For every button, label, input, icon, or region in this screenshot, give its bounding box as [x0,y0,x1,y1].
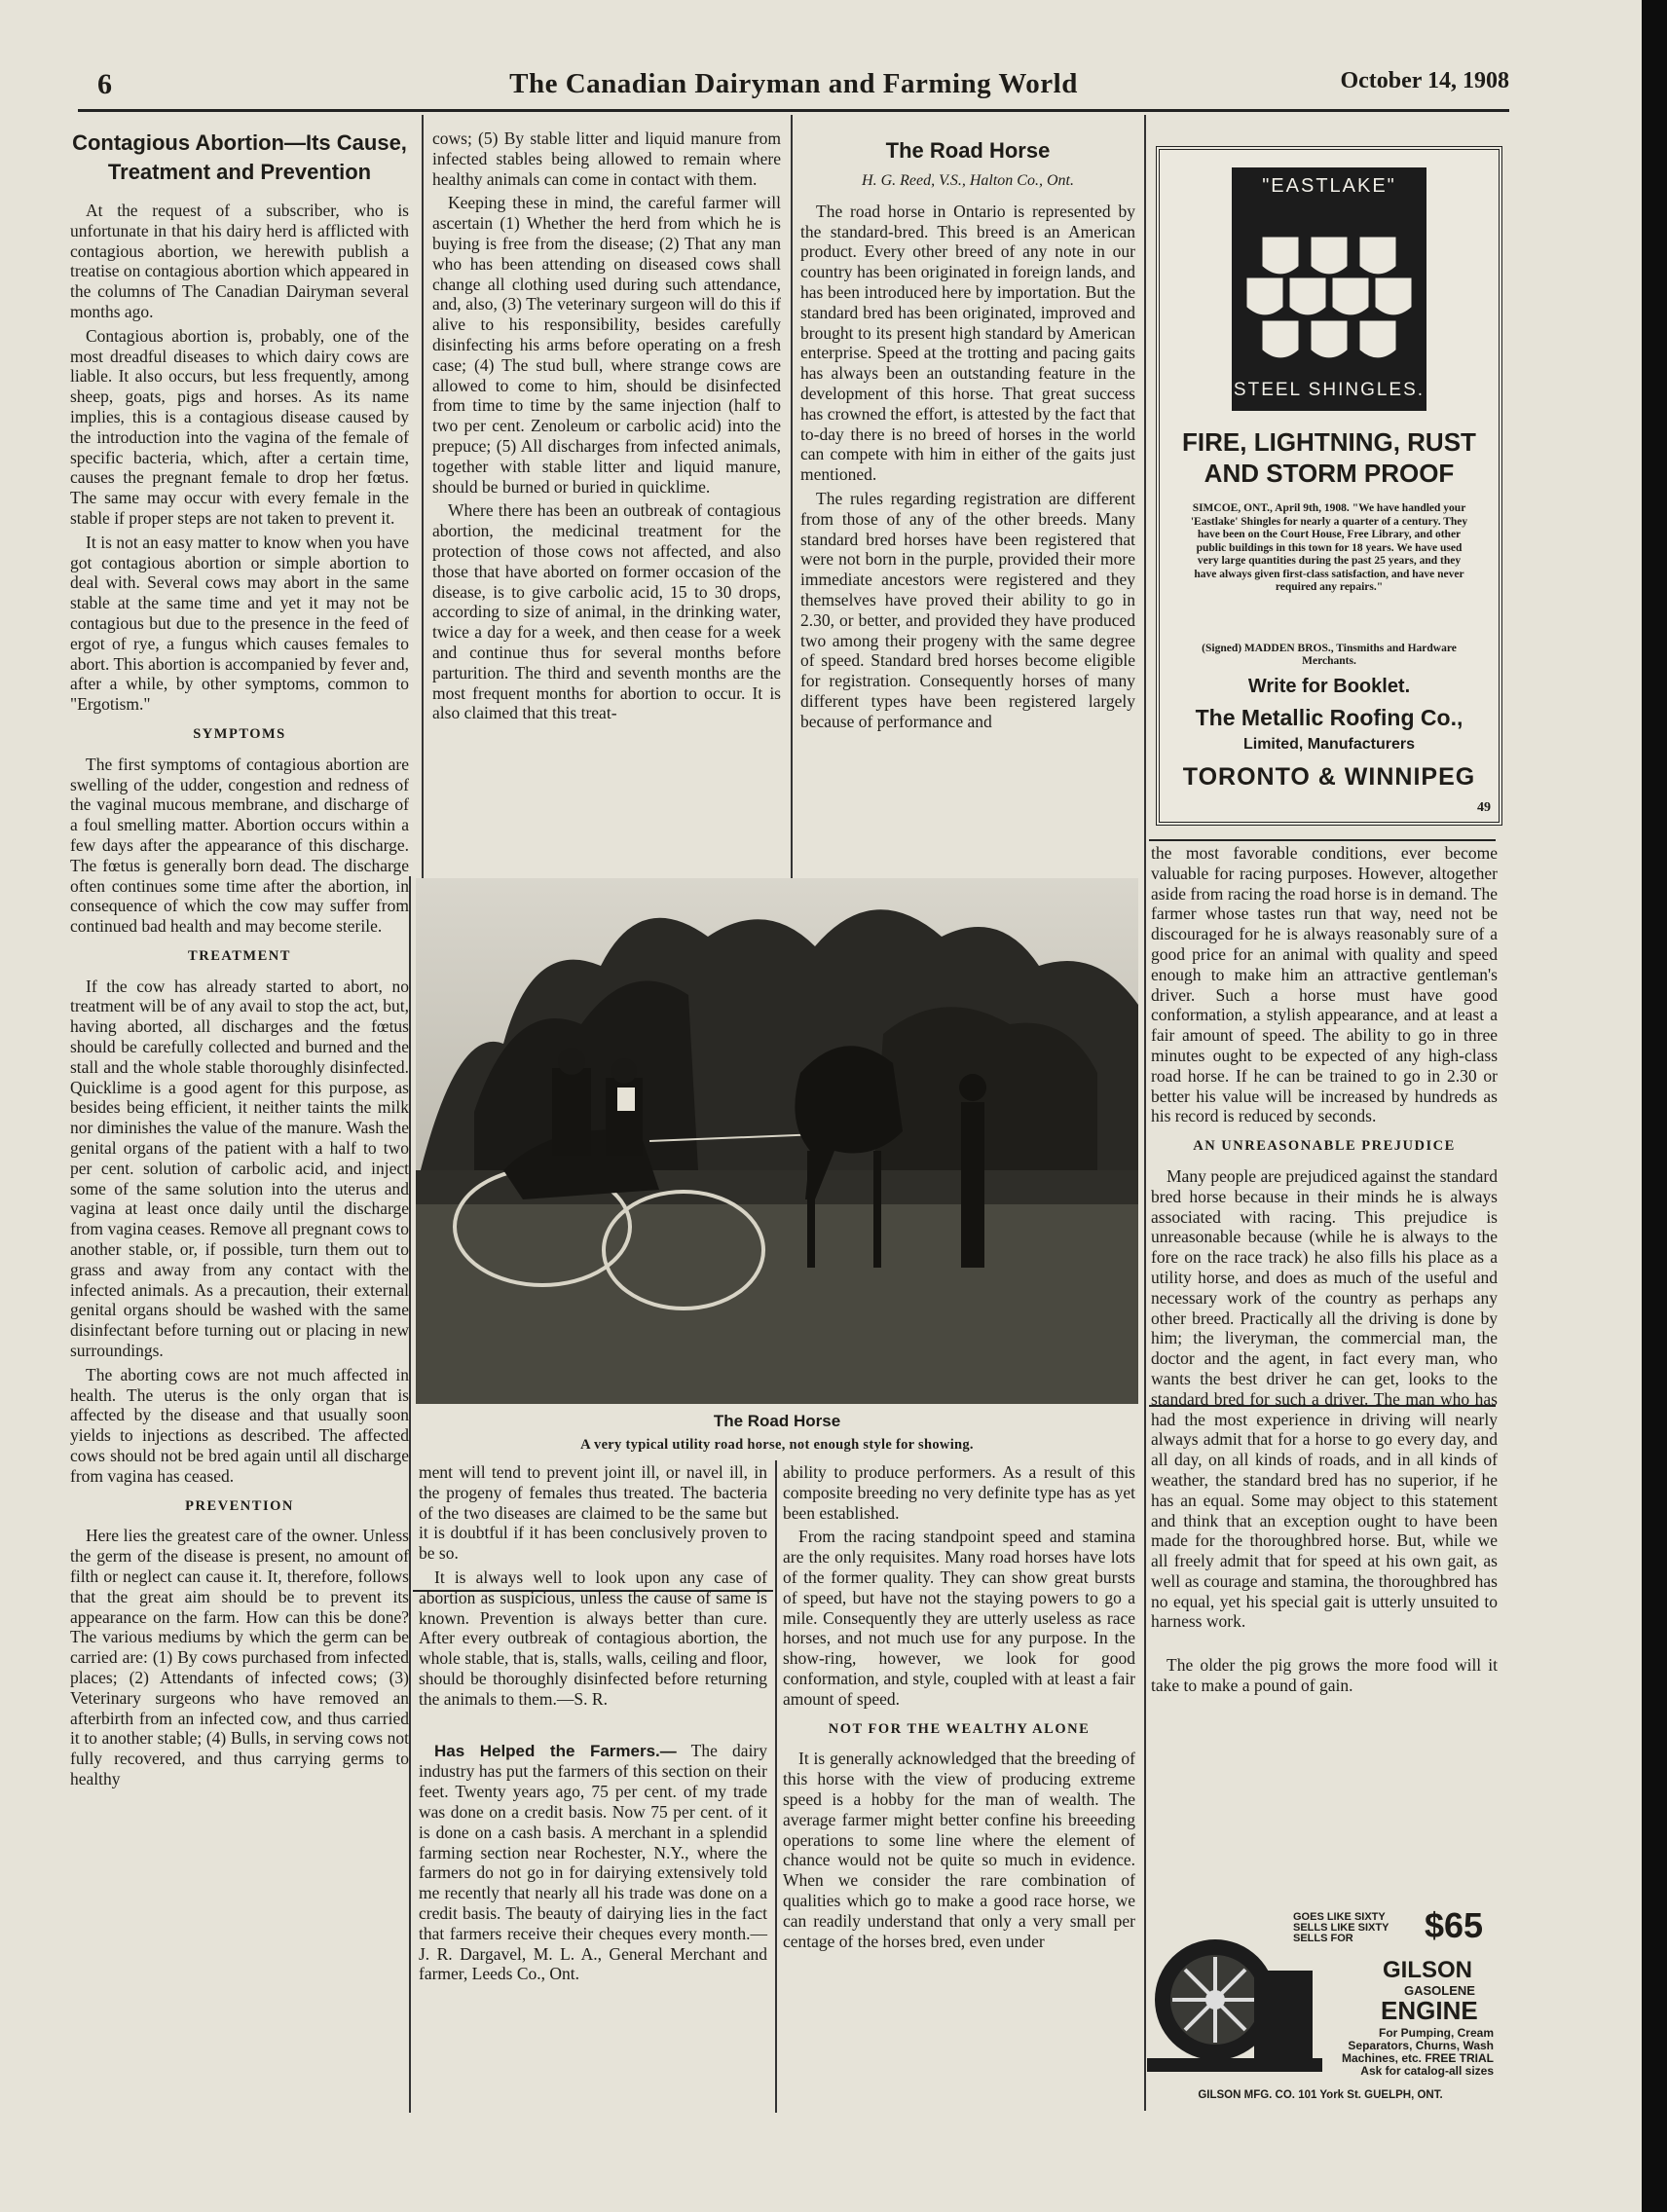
shingles-icon [1232,167,1426,411]
paragraph: Here lies the greatest care of the owner. Unless the germ of the disease is present, no amount of filth or neglect can cause it. It, therefore, follows that the great aim should be to prevent its appearance on the farm. How can this be done? The various mediums by which the germ can be carried are: (1) By cows purchased from infected places; (2) Attendants of infected cows; (3) Veterinary surgeons who have removed an afterbirth from an infected cow, and thus carried it to another stable; (4) Bulls, in serving cows not fully recovered, and thus carrying germs to healthy [70,1526,409,1788]
ad-rule [1149,839,1496,841]
photo-caption [416,1412,1138,1454]
article-road-horse-continued [783,1462,1135,1955]
ad-headline: FIRE, LIGHTNING, RUST AND STORM PROOF [1182,427,1476,488]
byline: H. G. Reed, V.S., Halton Co., Ont. [862,172,1074,189]
item-headline: Has Helped the Farmers.— [434,1741,677,1760]
ad-cities: TORONTO & WINNIPEG [1182,763,1476,791]
article-continuation-lower [419,1462,767,1988]
article-road-horse-column4 [1151,843,1498,1700]
paragraph: Where there has been an outbreak of contagious abortion, the medicinal treatment for the protection of those cows not affected, and also those that have aborted on former occasion of the disease, is to give carbolic acid, 15 to 30 drops, according to size of animal, in the drinking water, twice a day for a week, and then cease for a week and continue thus for several months before parturition. The third and seventh months are the most frequent months for abortion to occur. It is also claimed that this treat- [432,500,781,723]
shingle-illustration [1232,167,1426,411]
section-heading: SYMPTOMS [193,725,286,742]
section-heading: TREATMENT [188,947,291,964]
paragraph: ment will tend to prevent joint ill, or navel ill, in the progeny of females thus treated. The bacteria of the two diseases are claimed to be the same but it is doubtful if it has been conclusively proven to be so. [419,1462,767,1564]
article-road-horse [800,136,1135,736]
paragraph: The aborting cows are not much affected in health. The uterus is the only organ that is affected by the disease and that usually soon yields to injections as described. The affected cows should not be bred again until all discharge from vagina has ceased. [70,1364,409,1486]
column-rule [422,115,424,878]
ad-booklet: Write for Booklet. [1247,676,1411,697]
road-horse-photo [416,878,1138,1404]
paragraph: The road horse in Ontario is represented by the standard-bred. This breed is an American product. Every other breed of any note in our country has been originated in foreign lands, and has been introduced here by importation. But the standard bred has been originated, improved and brought to its present high standard by American enterprise. Speed at the trotting and pacing gaits has always been an outstanding feature in the development of this horse. That great success has crowned the effort, is attested by the fact that to-day there is no breed of horses in the world can compete with him in either of the gaits just mentioned. [800,201,1135,485]
ad-product: STEEL SHINGLES. [1233,380,1426,400]
page-edge-shadow [1642,0,1667,2212]
paragraph: Many people are prejudiced against the standard bred horse because in their minds he is always associated with racing. This prejudice is unreasonable because (while he is always to the fore on the race track) he also fills his place as a utility horse, and does as much of the useful and necessary work of the country as perhaps any other breed. Practically all the driving is done by him; the liveryman, the commercial man, the doctor and the agent, in fact every man, who wants the best driver he can get, looks to the standard bred for such a driver. The man who has had the most experience in driving will nearly always admit that for a horse to go every day, and all day, on all kinds of roads, and in all kinds of weather, the standard bred has no superior, if he has an equal. Some may object to this statement and think that an exception ought to have been made for the thoroughbred horse. But, while we all freely admit that for speed at his own gait, as well as courage and stamina, the thoroughbred has no equal, yet his special gait is utterly unsuited to harness work. [1151,1165,1498,1632]
section-heading: AN UNREASONABLE PREJUDICE [1193,1138,1456,1155]
paragraph: If the cow has already started to abort, no treatment will be of any avail to stop the act, but, having aborted, all discharges and the fœtus should be carefully collected and burned and the stall and the whole stable thoroughly disinfected. Quicklime is a good agent for this purpose, as besides being efficient, it neither taints the milk nor diminishes the value of the manure. Wash the genital organs of the patient with a half to two per cent. solution of carbolic acid, and inject some of the same solution into the uterus and vagina at least once daily until the discharge from vagina ceases. Remove all pregnant cows to another stable, or, if possible, turn them out to grass and away from any contact with the infected animals. As a precaution, their external genital organs should be washed with the same disinfectant before turning out or placing in new surroundings. [70,976,409,1361]
ad-product: ENGINE [1381,1996,1478,2025]
ad-uses: For Pumping, Cream Separators, Churns, Wash Machines, etc. FREE TRIAL Ask for catalog-all sizes [1341,2026,1494,2078]
page-header [78,68,1509,111]
paragraph: ability to produce performers. As a result of this composite breeding no very definite type has as yet been established. [783,1462,1135,1523]
filler-paragraph: The older the pig grows the more food will it take to make a pound of gain. [1151,1655,1498,1696]
ad-signature: (Signed) MADDEN BROS., Tinsmiths and Hardware Merchants. [1202,643,1457,667]
ad-number: 49 [1477,800,1491,815]
article-contagious-abortion [70,129,409,1793]
paragraph: At the request of a subscriber, who is unfortunate in that his dairy herd is afflicted with contagious abortion, we herewith publish a treatise on contagious abortion which appeared in the columns of The Canadian Dairyman several months ago. [70,201,409,321]
paragraph: It is generally acknowledged that the breeding of this horse with the view of producing extreme speed is a hobby for the man of wealth. The average farmer might better confine his breeeding operations to some line where the element of chance would not be quite so much in evidence. When we consider the rare combination of qualities which go to make a good race horse, we can readily understand that only a very small per centage of the horses bred, even under [783,1749,1135,1951]
article-title: The Road Horse [885,138,1051,163]
article-title: Contagious Abortion—Its Cause, Treatment and Prevention [72,130,407,184]
column-rule [775,1460,777,2113]
column-rule [1144,115,1146,2111]
eastlake-shingles-ad [1156,146,1502,826]
paragraph: From the racing standpoint speed and stamina are the only requisites. Many road horses have lots of the former quality. They can show great bursts of speed, but have not the staying powers to go a mile. Consequently they are utterly useless as race horses, and not much use for any purpose. In the show-ring, however, we look for good conformation, and style, coupled with at least a fair amount of speed. [783,1527,1135,1709]
ad-brand: "EASTLAKE" [1262,175,1396,197]
section-heading: NOT FOR THE WEALTHY ALONE [828,1720,1091,1737]
caption-title: The Road Horse [713,1412,841,1430]
section-heading: PREVENTION [185,1497,294,1514]
paragraph: It is not an easy matter to know when you have got contagious abortion or simple abortion to deal with. Several cows may abort in the same stable at the same time and yet it may not be contagious but due to the presence in the feed of ergot of rye, a fungus which causes females to abort. This abortion is accompanied by fever and, after a while, by other symptoms, common to "Ergotism." [70,532,409,715]
column-rule [791,115,793,878]
ad-tagline: GOES LIKE SIXTY SELLS LIKE SIXTY SELLS FOR [1293,1911,1389,1944]
column-rule [409,876,411,2113]
ad-brand: GILSON [1383,1957,1473,1983]
paragraph: The rules regarding registration are different from those of any of the other breeds. Many standard bred horses have been registered that were not born in the purple, provided their more immediate ancestors were registered and they themselves have proved their ability to go in 2.30, or better, and provided they have produced two among their progeny with the same degree of speed. Standard bred horses become eligible for registration. Consequently horses of many different types have been registered largely because of performance and [800,488,1135,731]
paragraph: cows; (5) By stable litter and liquid manure from infected stables being allowed to remain where healthy animals can come in contact with them. [432,129,781,189]
paragraph: The first symptoms of contagious abortion are swelling of the udder, congestion and redness of the vaginal mucous membrane, and discharge of a foul smelling matter. Abortion occurs within a few days after the appearance of this discharge. The fœtus is generally born dead. The discharge often continues some time after the abortion, in consequence of which the cow may suffer from continued bad health and may become sterile. [70,754,409,937]
article-continuation-upper [432,129,781,727]
item-text: The dairy industry has put the farmers of this section on their feet. Twenty years ago, 75 per cent. of my trade was done on a credit basis. Now 75 per cent. of it is done on a cash basis. A merchant in a splendid farming section near Rochester, N.Y., where the farmers do not go in for dairying extensively told me recently that nearly all his trade was done on a credit basis. The beauty of dairying lies in the fact that farmers receive their cheques every month.—J. R. Dargavel, M. L. A., General Merchant and farmer, Leeds Co., Ont. [419,1740,768,1984]
masthead: The Canadian Dairyman and Farming World [509,68,1078,99]
paragraph: the most favorable conditions, ever become valuable for racing purposes. However, altogether aside from racing the road horse is in demand. The farmer whose tastes run that way, need not be discouraged for he is always reasonably sure of a good price for an animal with quality and speed enough to make him an attractive gentleman's driver. Such a horse must have good conformation, a stylish appearance, and at least a fair amount of speed. The ability to go in three minutes ought to be expected of any high-class road horse. If he can be trained to go in 2.30 or better his value will be increased by hundreds as his record is reduced by seconds. [1151,843,1498,1126]
ad-address: GILSON MFG. CO. 101 York St. GUELPH, ONT. [1198,2089,1443,2101]
caption-text: A very typical utility road horse, not enough style for showing. [580,1437,974,1453]
paragraph: Keeping these in mind, the careful farmer will ascertain (1) Whether the herd from which he is buying is free from the disease; (2) That any man who has been attending on diseased cows shall change all clothing used during such attendance, and, also, (3) The veterinary surgeon will do this if alive to his responsibility, besides carefully disinfecting his arms before operating on a fresh case; (4) The stud bull, where strange cows are allowed to come to him, should be disinfected from time to time by the same injection (half to two per cent. Zenoleum or carbolic acid) into the prepuce; (5) All discharges from infected animals, together with stable litter and liquid manure, should be burned or buried in quicklime. [432,193,781,497]
issue-date: October 14, 1908 [1340,68,1509,93]
ad-price: $65 [1425,1905,1484,1945]
ad-type: GASOLENE [1404,1983,1475,1998]
paragraph: It is always well to look upon any case of abortion as suspicious, unless the cause of same is known. Prevention is always better than cure. After every outbreak of contagious abortion, the whole stable, that is, stalls, walls, ceiling and floor, should be thoroughly disinfected before returning the animals to them.—S. R. [419,1567,767,1709]
paragraph: Contagious abortion is, probably, one of the most dreadful diseases to which dairy cows are liable. It also occurs, but less frequently, among sheep, goats, pigs and horses. As its name implies, this is a contagious disease caused by the introduction into the vagina of the female of specific bacteria, which, after a certain time, causes the pregnant female to drop her fœtus. The same may occur with every female in the stable if proper steps are not taken to prevent it. [70,325,409,528]
header-rule [78,109,1509,112]
ad-company-sub: Limited, Manufacturers [1242,736,1416,753]
ad-company: The Metallic Roofing Co., [1195,705,1463,730]
page-number: 6 [97,68,112,100]
photo-illustration [416,878,1138,1404]
gilson-engine-ad [1147,1906,1494,2101]
paragraph [419,1741,767,1985]
ad-testimonial: SIMCOE, ONT., April 9th, 1908. "We have handled your 'Eastlake' Shingles for nearly a quarter of a century. They have been on the Court House, Free Library, and other public buildings in this town for 18 years. We have used very large quantities during the past 25 years, and they have always given first-class satisfaction, and have never required any repairs." [1190,502,1468,593]
